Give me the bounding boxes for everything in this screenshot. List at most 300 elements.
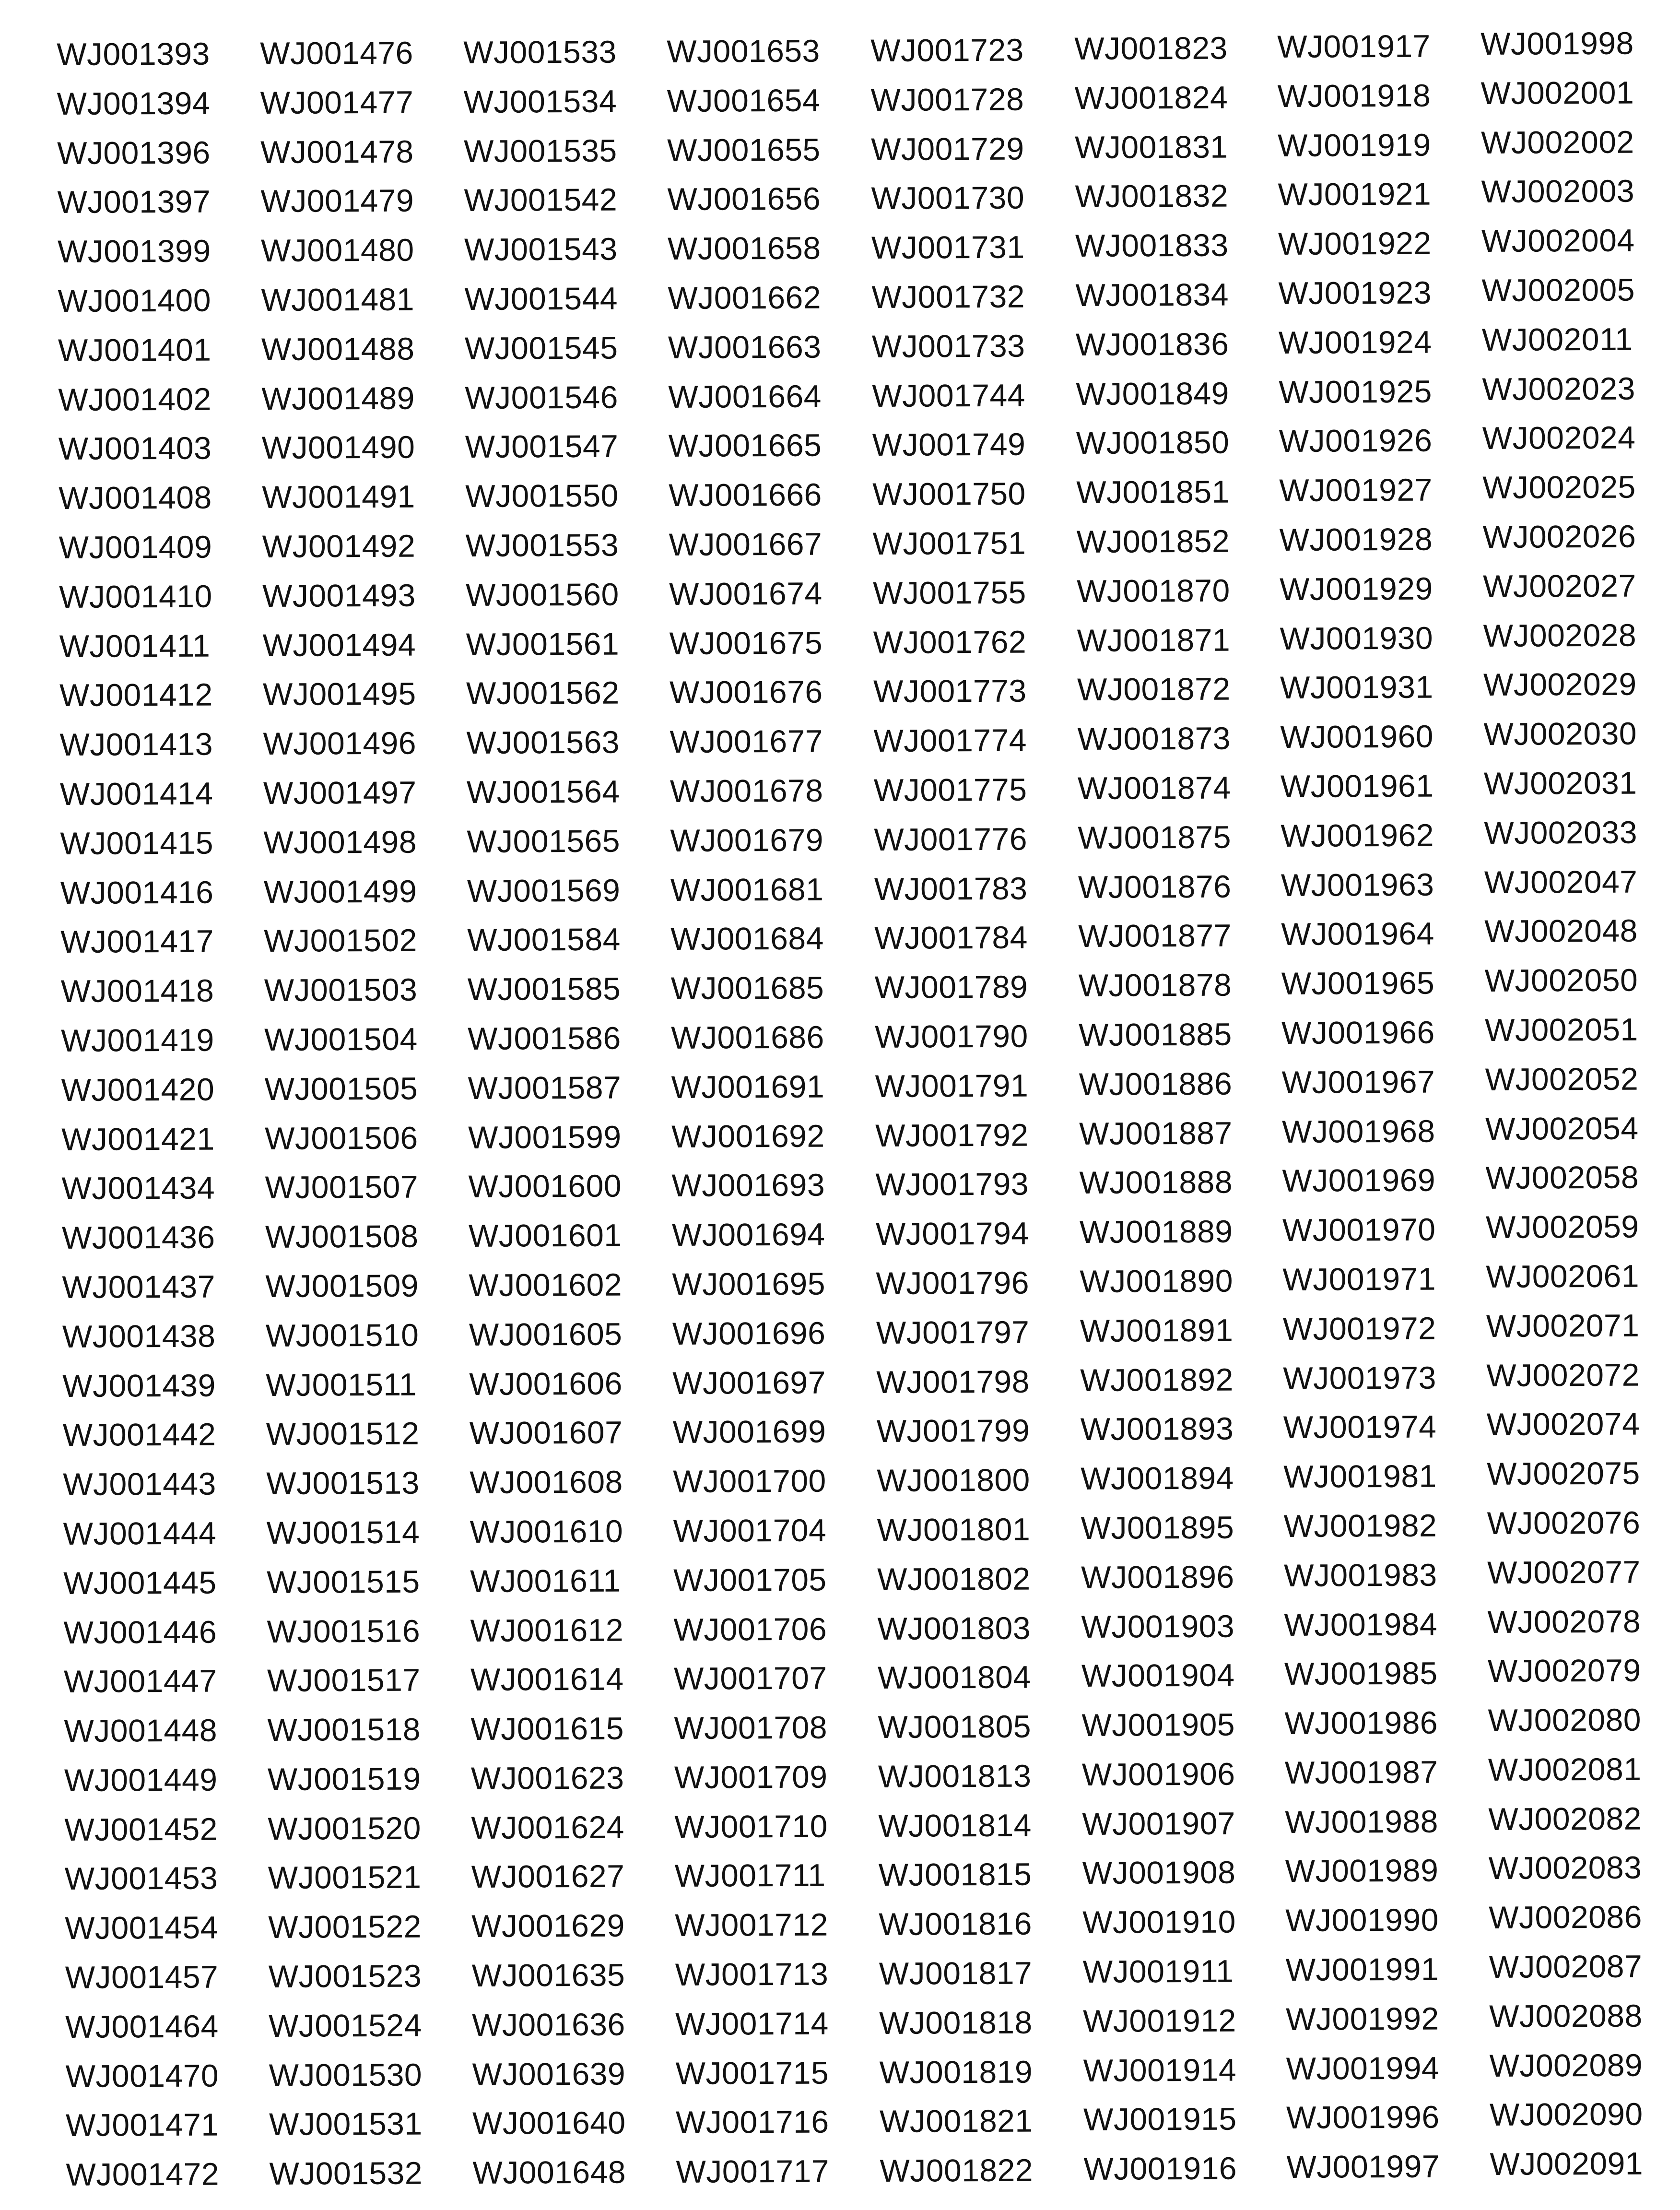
id-code: WJ001663 — [668, 329, 822, 365]
id-code: WJ001967 — [1281, 1064, 1435, 1100]
id-code: WJ002080 — [1488, 1702, 1642, 1738]
id-code: WJ002023 — [1482, 370, 1636, 407]
id-code: WJ001931 — [1280, 669, 1433, 706]
id-code: WJ001699 — [672, 1413, 826, 1450]
id-code: WJ001833 — [1075, 227, 1229, 264]
id-code: WJ002081 — [1488, 1751, 1642, 1787]
id-code: WJ001817 — [879, 1955, 1033, 1992]
id-code: WJ001971 — [1282, 1261, 1436, 1297]
id-code: WJ001907 — [1082, 1805, 1236, 1842]
id-column-5 — [870, 25, 1033, 2196]
id-code: WJ001744 — [872, 377, 1026, 414]
id-code: WJ001445 — [63, 1564, 217, 1601]
id-code: WJ001819 — [879, 2054, 1033, 2090]
id-code: WJ002074 — [1486, 1406, 1640, 1442]
id-code: WJ001989 — [1285, 1853, 1439, 1889]
id-code: WJ002029 — [1483, 666, 1637, 703]
id-code: WJ001716 — [675, 2104, 829, 2140]
id-code: WJ001448 — [64, 1712, 218, 1749]
id-code: WJ001457 — [65, 1959, 219, 1996]
id-code: WJ001886 — [1079, 1065, 1233, 1102]
id-code: WJ001553 — [465, 527, 619, 563]
id-code: WJ001832 — [1075, 177, 1229, 214]
id-code: WJ002079 — [1487, 1652, 1641, 1689]
id-code: WJ001587 — [468, 1069, 622, 1106]
id-code: WJ002033 — [1484, 814, 1638, 851]
id-code: WJ001624 — [471, 1809, 625, 1845]
id-code: WJ001393 — [57, 35, 210, 72]
id-code: WJ001730 — [871, 179, 1025, 216]
id-code: WJ001416 — [60, 874, 214, 910]
id-code: WJ001521 — [268, 1859, 422, 1896]
id-code: WJ001834 — [1075, 276, 1229, 313]
id-code: WJ001733 — [871, 328, 1025, 364]
id-code: WJ001586 — [468, 1020, 621, 1056]
id-code: WJ001629 — [471, 1907, 625, 1944]
id-code: WJ001704 — [673, 1512, 827, 1548]
id-code: WJ002002 — [1480, 124, 1634, 160]
id-code: WJ001654 — [667, 82, 821, 118]
id-code: WJ001973 — [1283, 1359, 1437, 1396]
id-code: WJ001964 — [1281, 915, 1434, 952]
id-code: WJ001891 — [1080, 1312, 1234, 1348]
id-code: WJ001874 — [1077, 769, 1231, 806]
id-code: WJ001889 — [1079, 1213, 1233, 1250]
id-code: WJ001707 — [673, 1660, 827, 1697]
id-code: WJ001444 — [63, 1515, 217, 1551]
id-code: WJ001916 — [1083, 2150, 1237, 2187]
id-code: WJ001403 — [58, 430, 212, 467]
id-code: WJ001419 — [61, 1022, 214, 1058]
id-code: WJ001664 — [668, 378, 822, 414]
id-code: WJ002054 — [1485, 1110, 1639, 1146]
id-code: WJ001789 — [874, 969, 1028, 1005]
id-code: WJ001605 — [469, 1316, 623, 1352]
id-code: WJ001492 — [262, 528, 416, 564]
id-code: WJ001394 — [57, 85, 211, 121]
id-code: WJ001678 — [670, 772, 823, 809]
id-code: WJ001784 — [874, 919, 1028, 956]
id-code: WJ001504 — [264, 1021, 418, 1057]
id-code: WJ001516 — [267, 1613, 421, 1649]
id-code: WJ002087 — [1489, 1948, 1643, 1985]
id-code: WJ002026 — [1482, 518, 1636, 555]
id-code: WJ001396 — [57, 134, 211, 171]
id-code: WJ002083 — [1488, 1850, 1642, 1886]
id-code: WJ001410 — [59, 578, 212, 615]
id-code: WJ001508 — [265, 1218, 419, 1255]
id-code: WJ002005 — [1481, 272, 1635, 308]
id-code: WJ001696 — [672, 1315, 826, 1351]
id-code: WJ001961 — [1280, 768, 1434, 804]
id-code: WJ002003 — [1481, 173, 1635, 210]
id-code: WJ001801 — [877, 1511, 1031, 1548]
id-code: WJ002088 — [1489, 1997, 1643, 2034]
id-column-2 — [260, 28, 423, 2198]
id-column-4 — [667, 26, 829, 2197]
id-code: WJ001436 — [61, 1219, 215, 1256]
id-code: WJ001544 — [464, 280, 618, 317]
id-code: WJ001798 — [876, 1363, 1030, 1400]
id-code: WJ001412 — [59, 676, 213, 713]
id-code: WJ001692 — [671, 1118, 825, 1154]
id-code: WJ001472 — [66, 2156, 220, 2193]
id-code: WJ001479 — [260, 182, 414, 219]
id-code: WJ001656 — [667, 180, 821, 217]
id-code: WJ001896 — [1081, 1559, 1234, 1595]
id-code: WJ001655 — [667, 131, 821, 168]
id-code: WJ001493 — [262, 577, 416, 614]
id-code: WJ001418 — [60, 972, 214, 1009]
id-code: WJ001706 — [673, 1611, 827, 1647]
id-code: WJ001986 — [1284, 1704, 1438, 1741]
id-code: WJ001684 — [670, 920, 824, 957]
id-code: WJ001794 — [875, 1215, 1029, 1252]
id-code: WJ001610 — [470, 1513, 623, 1549]
id-code: WJ001522 — [268, 1908, 422, 1945]
id-code: WJ001849 — [1076, 375, 1230, 412]
id-code: WJ001681 — [670, 871, 824, 908]
id-code: WJ001927 — [1279, 472, 1433, 508]
id-code: WJ002004 — [1481, 222, 1635, 259]
id-code: WJ002059 — [1485, 1208, 1639, 1245]
id-code: WJ001519 — [267, 1761, 421, 1797]
id-code: WJ001561 — [466, 626, 620, 662]
id-code: WJ001805 — [878, 1708, 1032, 1745]
id-code: WJ001972 — [1282, 1310, 1436, 1347]
id-code: WJ001715 — [675, 2055, 829, 2091]
id-code: WJ001925 — [1279, 373, 1433, 410]
id-code: WJ001831 — [1074, 129, 1228, 165]
id-code: WJ001797 — [876, 1314, 1030, 1350]
id-code: WJ001875 — [1078, 819, 1232, 855]
id-code: WJ001674 — [669, 575, 822, 612]
id-code: WJ001974 — [1283, 1408, 1437, 1445]
id-code: WJ001446 — [63, 1614, 217, 1650]
id-code: WJ001700 — [673, 1463, 826, 1500]
id-code: WJ001888 — [1079, 1164, 1233, 1201]
id-code: WJ001872 — [1077, 671, 1231, 708]
id-code: WJ001800 — [877, 1462, 1030, 1499]
id-code: WJ001601 — [468, 1217, 622, 1254]
id-column-1 — [57, 29, 219, 2199]
id-code: WJ001991 — [1285, 1951, 1439, 1988]
id-code: WJ001470 — [65, 2057, 219, 2094]
id-code: WJ002058 — [1485, 1159, 1639, 1196]
id-code: WJ001476 — [260, 35, 413, 71]
id-code: WJ001965 — [1281, 965, 1435, 1002]
id-code: WJ001517 — [267, 1662, 421, 1699]
id-code: WJ001421 — [61, 1121, 215, 1157]
id-code: WJ001414 — [59, 775, 213, 812]
id-code: WJ001908 — [1082, 1855, 1236, 1891]
id-code: WJ002047 — [1484, 863, 1638, 900]
id-code: WJ002027 — [1482, 567, 1636, 604]
id-code: WJ001531 — [269, 2106, 423, 2142]
id-code: WJ001507 — [265, 1169, 419, 1205]
id-code: WJ001918 — [1277, 77, 1431, 114]
id-code: WJ002024 — [1482, 419, 1636, 456]
id-code: WJ001480 — [260, 232, 414, 269]
id-code: WJ001990 — [1285, 1902, 1439, 1938]
id-code: WJ002061 — [1486, 1258, 1640, 1294]
id-code: WJ001523 — [268, 1958, 422, 1995]
id-code: WJ001497 — [263, 774, 417, 811]
id-code: WJ001513 — [266, 1465, 420, 1501]
id-code: WJ001996 — [1286, 2099, 1440, 2136]
id-code: WJ001915 — [1083, 2101, 1237, 2138]
id-code: WJ001415 — [60, 825, 214, 861]
id-code: WJ001494 — [262, 626, 416, 663]
id-code: WJ001906 — [1081, 1756, 1235, 1792]
id-code: WJ001851 — [1076, 473, 1230, 510]
id-code: WJ001530 — [269, 2056, 423, 2093]
id-code: WJ001852 — [1076, 523, 1230, 559]
id-code: WJ001792 — [875, 1117, 1029, 1153]
id-code: WJ001520 — [268, 1810, 422, 1846]
id-code: WJ001714 — [675, 2005, 829, 2042]
id-code: WJ001870 — [1076, 572, 1230, 609]
id-code: WJ001543 — [464, 231, 618, 268]
id-code: WJ001565 — [467, 823, 621, 859]
id-code: WJ001968 — [1281, 1113, 1435, 1149]
id-code: WJ001790 — [875, 1018, 1028, 1054]
id-code: WJ002030 — [1483, 715, 1637, 752]
id-code: WJ001612 — [470, 1612, 624, 1648]
id-code: WJ001677 — [670, 723, 823, 760]
id-code: WJ001481 — [261, 281, 415, 318]
id-code: WJ001667 — [669, 526, 822, 562]
id-code: WJ001871 — [1077, 622, 1231, 658]
id-code: WJ001713 — [675, 1956, 829, 1993]
id-code: WJ001755 — [872, 574, 1026, 611]
id-code: WJ001640 — [472, 2105, 626, 2141]
id-code: WJ001821 — [879, 2103, 1033, 2139]
id-code: WJ002071 — [1486, 1307, 1640, 1344]
id-code: WJ001518 — [267, 1711, 421, 1748]
id-code: WJ001966 — [1281, 1014, 1435, 1051]
id-code: WJ001994 — [1286, 2050, 1440, 2086]
id-code: WJ001914 — [1083, 2052, 1237, 2088]
id-code: WJ002025 — [1482, 469, 1636, 506]
id-code: WJ001564 — [466, 773, 620, 810]
id-code: WJ002076 — [1487, 1504, 1641, 1541]
id-code: WJ001439 — [62, 1367, 216, 1404]
id-code: WJ001685 — [670, 969, 824, 1006]
id-code: WJ001998 — [1480, 25, 1634, 61]
id-code: WJ001987 — [1284, 1754, 1438, 1790]
id-code: WJ001919 — [1277, 127, 1431, 163]
id-code: WJ001751 — [872, 525, 1026, 561]
id-code: WJ001917 — [1277, 28, 1431, 64]
id-code: WJ001471 — [65, 2107, 219, 2143]
id-code: WJ002075 — [1487, 1455, 1640, 1492]
id-code: WJ001478 — [260, 133, 414, 170]
id-code: WJ001749 — [872, 426, 1026, 463]
id-code: WJ001930 — [1280, 620, 1433, 656]
id-code: WJ001547 — [465, 428, 619, 465]
id-code: WJ001775 — [873, 771, 1027, 808]
id-code: WJ001750 — [872, 475, 1026, 512]
id-code: WJ001695 — [672, 1265, 826, 1302]
id-code: WJ001512 — [266, 1415, 420, 1452]
id-code: WJ002078 — [1487, 1603, 1641, 1640]
id-code: WJ001818 — [879, 2004, 1033, 2041]
id-code: WJ001623 — [470, 1760, 624, 1796]
id-code: WJ002051 — [1485, 1011, 1638, 1048]
id-code: WJ001495 — [262, 675, 416, 712]
id-code: WJ001691 — [671, 1068, 825, 1105]
id-code: WJ001442 — [62, 1416, 216, 1453]
id-code: WJ002086 — [1489, 1899, 1642, 1936]
id-code: WJ001452 — [64, 1811, 218, 1847]
id-code: WJ001447 — [63, 1663, 217, 1700]
id-code: WJ001712 — [675, 1906, 828, 1943]
id-code: WJ001464 — [65, 2008, 219, 2045]
id-code: WJ001676 — [669, 674, 823, 710]
id-code: WJ001509 — [265, 1267, 419, 1304]
id-code: WJ001534 — [463, 83, 617, 119]
id-code: WJ002031 — [1483, 765, 1637, 801]
id-code: WJ001723 — [870, 32, 1024, 68]
id-code: WJ002011 — [1481, 321, 1633, 357]
id-code: WJ001983 — [1283, 1557, 1437, 1593]
id-code: WJ001477 — [260, 84, 414, 120]
id-code: WJ001434 — [61, 1170, 215, 1206]
id-code: WJ001502 — [264, 922, 417, 959]
id-code: WJ001876 — [1078, 868, 1232, 905]
id-code: WJ001728 — [870, 81, 1024, 118]
id-code: WJ001922 — [1278, 225, 1432, 262]
id-code: WJ001984 — [1284, 1606, 1438, 1643]
id-code: WJ001997 — [1286, 2148, 1440, 2185]
id-column-3 — [463, 27, 626, 2198]
id-code: WJ001499 — [263, 873, 417, 910]
id-code: WJ001397 — [57, 183, 211, 220]
id-code: WJ001420 — [61, 1071, 215, 1108]
id-code: WJ001524 — [269, 2007, 422, 2044]
id-code: WJ001992 — [1286, 2000, 1439, 2037]
id-code: WJ001510 — [265, 1317, 419, 1353]
id-code: WJ001665 — [668, 427, 822, 464]
id-code: WJ001607 — [469, 1414, 623, 1451]
id-code: WJ001791 — [875, 1067, 1029, 1104]
id-code: WJ001545 — [464, 330, 618, 366]
id-code: WJ001615 — [470, 1710, 624, 1747]
id-code: WJ001635 — [471, 1957, 625, 1994]
id-code: WJ001970 — [1282, 1211, 1436, 1248]
id-code: WJ001562 — [466, 674, 620, 711]
id-code: WJ001600 — [468, 1168, 622, 1205]
id-code: WJ001814 — [878, 1807, 1032, 1844]
id-code: WJ001496 — [263, 725, 417, 762]
id-code: WJ001793 — [875, 1166, 1029, 1203]
id-code: WJ001813 — [878, 1758, 1032, 1794]
id-code: WJ001776 — [874, 821, 1028, 857]
id-code: WJ001929 — [1279, 570, 1433, 607]
id-code: WJ001773 — [873, 673, 1027, 709]
id-code: WJ002050 — [1484, 962, 1638, 999]
id-code: WJ002052 — [1485, 1061, 1639, 1097]
id-code: WJ001399 — [57, 233, 211, 270]
id-column-7 — [1277, 22, 1440, 2192]
id-column-8 — [1480, 19, 1643, 2189]
id-code: WJ001693 — [671, 1167, 825, 1204]
id-code: WJ001585 — [467, 970, 621, 1007]
id-code: WJ001921 — [1278, 176, 1432, 213]
id-code: WJ001606 — [469, 1365, 623, 1402]
id-code: WJ001697 — [672, 1364, 826, 1401]
id-code: WJ001910 — [1082, 1903, 1236, 1940]
id-code: WJ001985 — [1284, 1655, 1438, 1692]
id-code: WJ001804 — [877, 1659, 1031, 1696]
id-code: WJ001506 — [264, 1120, 418, 1156]
id-code: WJ001608 — [470, 1464, 623, 1501]
id-code: WJ001824 — [1074, 79, 1228, 116]
id-code: WJ001711 — [674, 1857, 826, 1894]
id-code: WJ001488 — [261, 331, 415, 367]
id-code: WJ001614 — [470, 1661, 624, 1698]
id-code: WJ001636 — [472, 2006, 625, 2043]
id-code: WJ001438 — [62, 1318, 216, 1354]
id-code: WJ002077 — [1487, 1554, 1641, 1590]
id-code: WJ001533 — [463, 34, 617, 70]
id-code: WJ001802 — [877, 1560, 1031, 1597]
id-code: WJ001662 — [668, 279, 822, 316]
id-code: WJ001454 — [65, 1909, 218, 1946]
id-code: WJ001717 — [676, 2153, 830, 2190]
id-code: WJ001401 — [58, 331, 211, 368]
id-code: WJ001850 — [1076, 424, 1230, 461]
id-code: WJ001732 — [871, 278, 1025, 315]
id-code: WJ001417 — [60, 923, 214, 960]
id-code: WJ001498 — [263, 824, 417, 860]
id-code: WJ001443 — [63, 1465, 216, 1502]
id-code: WJ001602 — [469, 1266, 623, 1303]
id-code: WJ001926 — [1279, 422, 1433, 459]
id-code: WJ001911 — [1082, 1953, 1234, 1990]
id-code: WJ001453 — [64, 1860, 218, 1897]
id-code: WJ002082 — [1488, 1800, 1642, 1837]
id-code: WJ001923 — [1278, 274, 1432, 311]
id-code: WJ001658 — [667, 230, 821, 267]
id-code: WJ002091 — [1490, 2145, 1644, 2182]
id-code: WJ002072 — [1486, 1357, 1640, 1393]
id-code: WJ001546 — [465, 379, 619, 415]
id-code: WJ002048 — [1484, 912, 1638, 949]
id-code: WJ001402 — [58, 381, 212, 417]
id-code: WJ001611 — [470, 1562, 621, 1599]
id-code: WJ001885 — [1079, 1016, 1232, 1052]
id-code: WJ001639 — [472, 2056, 626, 2092]
id-code: WJ001982 — [1283, 1507, 1437, 1544]
id-code: WJ001569 — [467, 872, 621, 909]
id-code: WJ001969 — [1282, 1162, 1436, 1199]
id-code: WJ001836 — [1075, 326, 1229, 362]
id-code: WJ001400 — [58, 282, 211, 319]
id-code: WJ001803 — [877, 1610, 1031, 1646]
id-code: WJ001981 — [1283, 1458, 1437, 1495]
id-code: WJ001799 — [876, 1412, 1030, 1449]
id-code: WJ001708 — [674, 1709, 828, 1746]
id-code: WJ001653 — [667, 33, 820, 69]
id-code: WJ001679 — [670, 822, 824, 858]
id-code: WJ001542 — [464, 181, 618, 218]
id-code: WJ001489 — [261, 380, 415, 416]
id-code: WJ001532 — [269, 2155, 423, 2192]
id-code: WJ001893 — [1080, 1410, 1234, 1447]
id-code: WJ001710 — [674, 1808, 828, 1844]
